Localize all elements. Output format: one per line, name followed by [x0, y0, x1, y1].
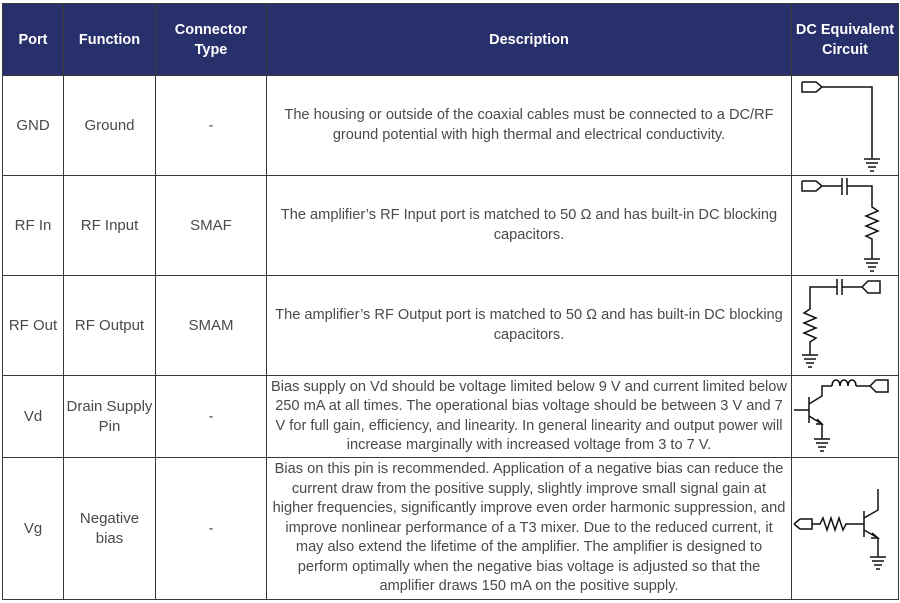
- description-cell: The housing or outside of the coaxial cables must be connected to a DC/RF ground potential with high thermal and electrical conductivity.: [267, 76, 792, 176]
- description-cell: Bias supply on Vd should be voltage limited below 9 V and current limited below 250 mA at all times. The operational bias voltage should be between 3 V and 7 V for full gain, efficiency, and linearity. In general linearity and output power will increase marginally with increased voltage from 3 to 7 V.: [267, 376, 792, 458]
- header-row: [3, 4, 899, 76]
- circuit-cell: [792, 176, 899, 276]
- connector-cell: SMAF: [156, 176, 267, 276]
- rf-input-circuit-icon: [792, 177, 899, 275]
- port-function-table: [2, 3, 899, 600]
- description-cell: The amplifier’s RF Output port is matched to 50 Ω and has built-in DC blocking capacitors.: [267, 276, 792, 376]
- rf-output-circuit-icon: [792, 277, 899, 375]
- port-cell: RF Out: [3, 276, 64, 376]
- port-cell: Vd: [3, 376, 64, 458]
- description-cell: Bias on this pin is recommended. Application of a negative bias can reduce the current draw from the positive supply, slightly improve small signal gain at higher frequencies, significantly improve even order harmonic suppression, and improve nonlinear performance of a T3 mixer. Due to the reduced current, it may also extend the lifetime of the amplifier. The amplifier is designed to perform optimally when the negative bias voltage is adjusted so that the amplifier draws 150 mA on the positive supply.: [267, 458, 792, 600]
- header-port: Port: [3, 4, 64, 76]
- drain-supply-circuit-icon: [792, 377, 899, 457]
- header-dc-equivalent-circuit: DC Equivalent Circuit: [792, 4, 899, 76]
- table-row: [3, 376, 899, 458]
- table-row: [3, 276, 899, 376]
- ground-circuit-icon: [792, 77, 899, 175]
- connector-cell: -: [156, 376, 267, 458]
- connector-cell: -: [156, 458, 267, 600]
- table-row: [3, 458, 899, 600]
- description-cell: The amplifier’s RF Input port is matched to 50 Ω and has built-in DC blocking capacitors.: [267, 176, 792, 276]
- function-cell: Negative bias: [64, 458, 156, 600]
- function-cell: Drain Supply Pin: [64, 376, 156, 458]
- connector-cell: SMAM: [156, 276, 267, 376]
- circuit-cell: [792, 76, 899, 176]
- table-row: [3, 176, 899, 276]
- header-description: Description: [267, 4, 792, 76]
- table-row: [3, 76, 899, 176]
- circuit-cell: [792, 276, 899, 376]
- circuit-cell: [792, 458, 899, 600]
- function-cell: RF Output: [64, 276, 156, 376]
- function-cell: RF Input: [64, 176, 156, 276]
- header-connector-type: Connector Type: [156, 4, 267, 76]
- header-function: Function: [64, 4, 156, 76]
- port-cell: RF In: [3, 176, 64, 276]
- negative-bias-circuit-icon: [792, 459, 899, 599]
- port-cell: GND: [3, 76, 64, 176]
- connector-cell: -: [156, 76, 267, 176]
- function-cell: Ground: [64, 76, 156, 176]
- port-cell: Vg: [3, 458, 64, 600]
- circuit-cell: [792, 376, 899, 458]
